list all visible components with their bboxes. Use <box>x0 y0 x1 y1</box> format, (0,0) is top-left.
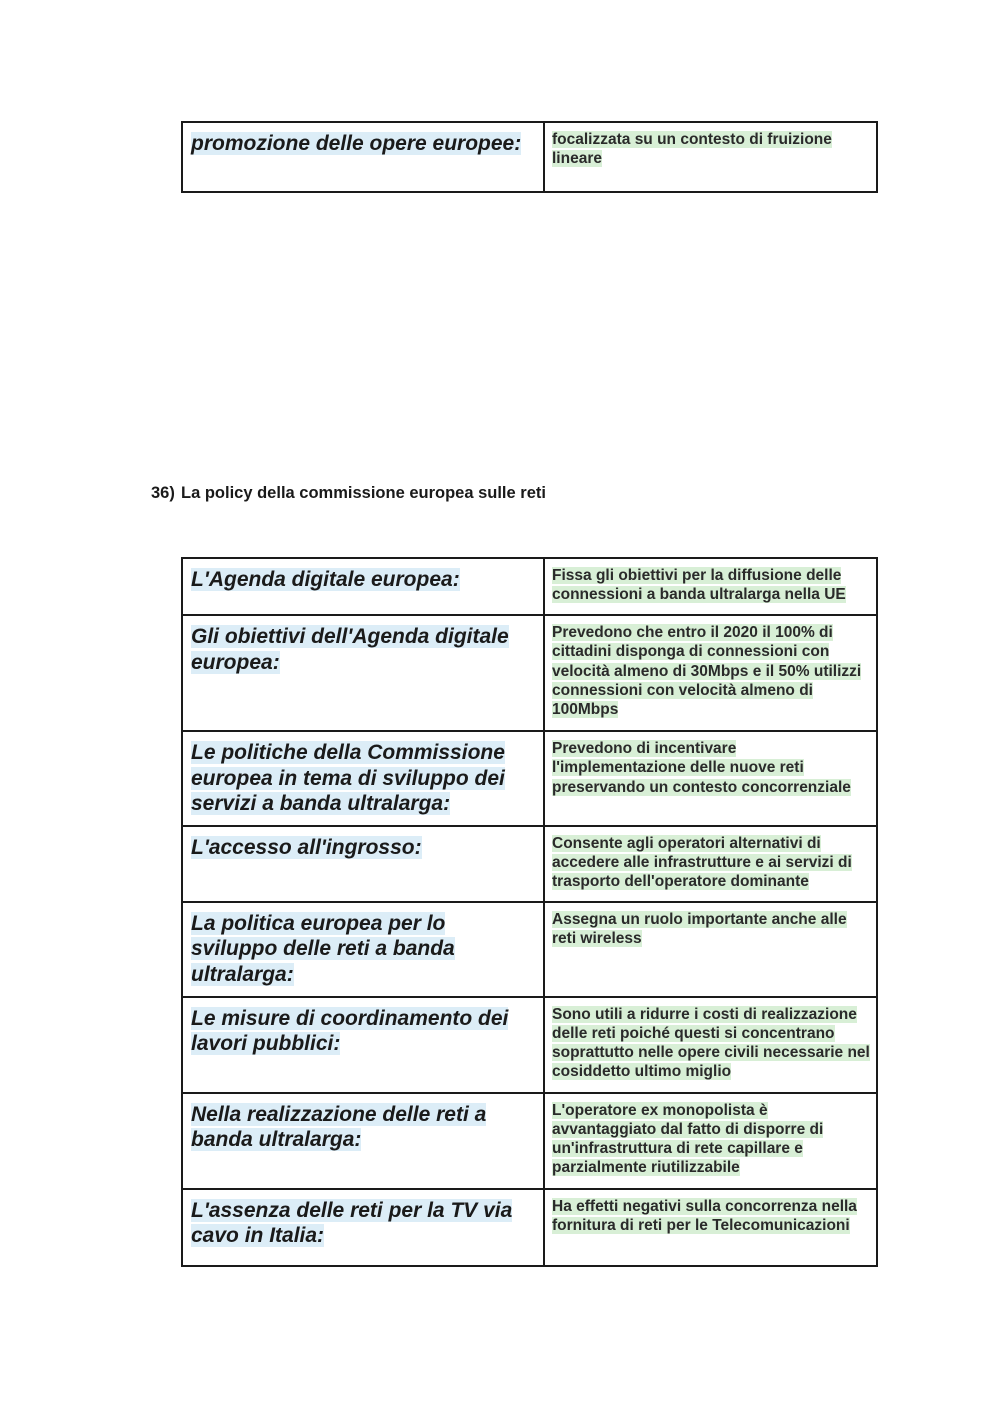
qa-table <box>181 557 878 1267</box>
question-cell <box>182 1093 544 1189</box>
question-cell <box>182 122 544 192</box>
table-row <box>182 902 877 997</box>
question-cell <box>182 997 544 1093</box>
answer-cell <box>544 1093 877 1189</box>
answer-cell <box>544 731 877 826</box>
answer-cell <box>544 558 877 615</box>
answer-text: Prevedono di incentivare l'implementazione delle nuove reti preservando un contesto concorrenziale <box>552 740 851 796</box>
answer-text: Assegna un ruolo importante anche alle reti wireless <box>552 910 847 947</box>
question-text: Le politiche della Commissione europea in tema di sviluppo dei servizi a banda ultralarga: <box>191 741 505 815</box>
question-text: L'Agenda digitale europea: <box>191 568 460 591</box>
answer-cell <box>544 997 877 1093</box>
answer-cell <box>544 902 877 997</box>
table-row <box>182 731 877 826</box>
question-cell <box>182 731 544 826</box>
section-title: La policy della commissione europea sulle reti <box>181 484 546 502</box>
question-text: Le misure di coordinamento dei lavori pubblici: <box>191 1006 509 1055</box>
question-text: L'accesso all'ingrosso: <box>191 835 422 859</box>
question-text: La politica europea per lo sviluppo delle reti a banda ultralarga: <box>191 911 455 986</box>
answer-text: Ha effetti negativi sulla concorrenza nella fornitura di reti per le Telecomunicazioni <box>552 1197 857 1234</box>
table-row <box>182 615 877 731</box>
question-text: L'assenza delle reti per la TV via cavo in Italia: <box>191 1198 513 1247</box>
table-row <box>182 1093 877 1189</box>
section-heading <box>151 484 546 503</box>
table-row <box>182 997 877 1093</box>
answer-cell <box>544 826 877 902</box>
question-cell <box>182 615 544 731</box>
continued-table <box>181 121 878 193</box>
table-row <box>182 1189 877 1266</box>
table-row <box>182 558 877 615</box>
section-number: 36) <box>151 484 175 502</box>
question-cell <box>182 558 544 615</box>
question-text: Nella realizzazione delle reti a banda ultralarga: <box>191 1102 487 1151</box>
question-text: promozione delle opere europee: <box>191 132 522 155</box>
table-row <box>182 122 877 192</box>
answer-cell <box>544 1189 877 1266</box>
answer-cell <box>544 615 877 731</box>
table-row <box>182 826 877 902</box>
question-text: Gli obiettivi dell'Agenda digitale europea: <box>191 625 509 674</box>
question-cell <box>182 826 544 902</box>
answer-text: Sono utili a ridurre i costi di realizzazione delle reti poiché questi si concentrano soprattutto nelle opere civili necessarie nel cosiddetto ultimo miglio <box>552 1005 870 1081</box>
question-cell <box>182 902 544 997</box>
answer-cell <box>544 122 877 192</box>
answer-text: L'operatore ex monopolista è avvantaggiato dal fatto di disporre di un'infrastruttura di rete capillare e parzialmente riutilizzabile <box>552 1101 824 1177</box>
answer-text: Prevedono che entro il 2020 il 100% di cittadini disponga di connessioni con velocità almeno di 30Mbps e il 50% utilizzi connessioni con velocità almeno di 100Mbps <box>552 624 862 719</box>
question-cell <box>182 1189 544 1266</box>
answer-text: Fissa gli obiettivi per la diffusione delle connessioni a banda ultralarga nella UE <box>552 567 846 604</box>
answer-text: focalizzata su un contesto di fruizione lineare <box>552 131 832 168</box>
answer-text: Consente agli operatori alternativi di accedere alle infrastrutture e ai servizi di trasporto dell'operatore dominante <box>552 834 852 891</box>
